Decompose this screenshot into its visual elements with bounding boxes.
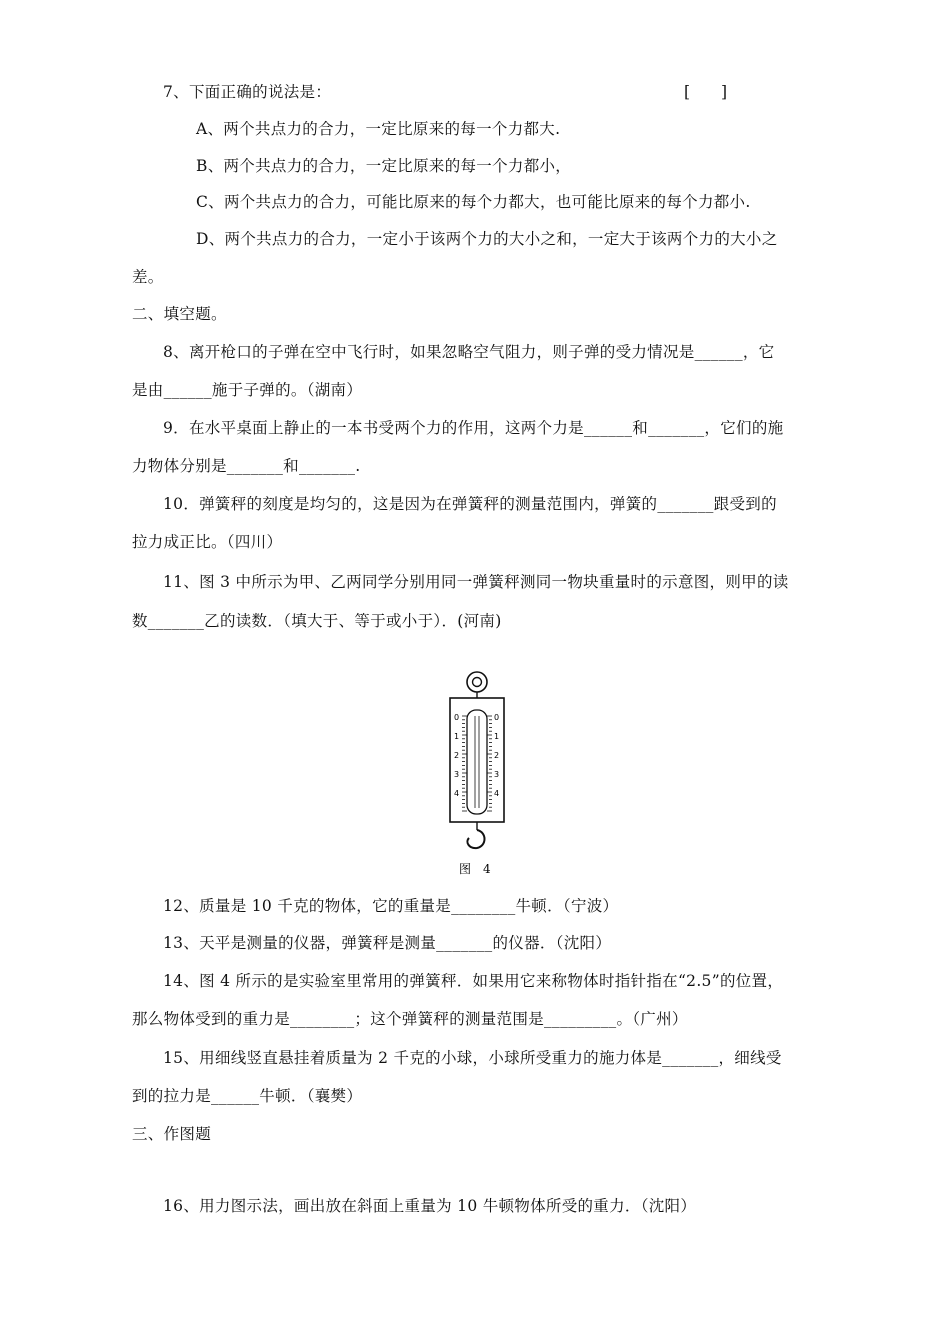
scale-label-right: 3: [494, 770, 500, 779]
q7-option-c: C、两个共点力的合力，可能比原来的每个力都大，也可能比原来的每个力都小.: [196, 193, 751, 211]
scale-label-left: 3: [454, 770, 460, 779]
figure-caption: 图 4: [459, 862, 491, 876]
q7-option-a: A、两个共点力的合力，一定比原来的每一个力都大.: [196, 120, 561, 138]
q14-line1: 14、图 4 所示的是实验室里常用的弹簧秤．如果用它来称物体时指针指在“2.5”的位置，: [163, 972, 784, 990]
scale-label-right: 4: [494, 789, 500, 798]
scale-label-right: 1: [494, 732, 500, 741]
scale-label-left: 1: [454, 732, 460, 741]
q13-line1: 13、天平是测量的仪器，弹簧秤是测量_______的仪器．（沈阳）: [163, 934, 612, 952]
q11-line2: 数_______乙的读数．（填大于、等于或小于）．(河南): [132, 612, 502, 630]
q7-option-d-line2: 差。: [132, 268, 164, 286]
scale-label-right: 2: [494, 751, 500, 760]
q7-option-d-line1: D、两个共点力的合力，一定小于该两个力的大小之和，一定大于该两个力的大小之: [196, 230, 778, 248]
q10-line2: 拉力成正比。（四川）: [132, 533, 283, 551]
q14-line2: 那么物体受到的重力是________；这个弹簧秤的测量范围是_________。（广州）: [132, 1010, 688, 1028]
spring-tube: [467, 710, 487, 814]
answer-bracket: [ ]: [684, 83, 728, 101]
section-3-title: 三、作图题: [132, 1125, 212, 1143]
spring-scale-figure: [445, 670, 515, 880]
q8-line1: 8、离开枪口的子弹在空中飞行时，如果忽略空气阻力，则子弹的受力情况是______，它: [163, 343, 775, 361]
q12-line1: 12、质量是 10 千克的物体，它的重量是________牛顿．（宁波）: [163, 897, 619, 915]
q10-line1: 10．弹簧秤的刻度是均匀的，这是因为在弹簧秤的测量范围内，弹簧的_______跟受到的: [163, 495, 777, 513]
q8-line2: 是由______施于子弹的。（湖南）: [132, 381, 363, 399]
scale-label-right: 0: [494, 713, 500, 722]
q9-line2: 力物体分别是_______和_______.: [132, 457, 361, 475]
scale-label-left: 0: [454, 713, 460, 722]
q15-line2: 到的拉力是______牛顿．（襄樊）: [132, 1087, 363, 1105]
q9-line1: 9．在水平桌面上静止的一本书受两个力的作用，这两个力是______和_______，它们的施: [163, 419, 784, 437]
hanging-ring-icon: [467, 672, 487, 692]
q15-line1: 15、用细线竖直悬挂着质量为 2 千克的小球，小球所受重力的施力体是_______，细线受: [163, 1049, 782, 1067]
q11-line1: 11、图 3 中所示为甲、乙两同学分别用同一弹簧秤测同一物块重量时的示意图，则甲的读: [163, 573, 789, 591]
scale-label-left: 2: [454, 751, 460, 760]
scale-label-left: 4: [454, 789, 460, 798]
section-2-title: 二、填空题。: [132, 305, 227, 323]
hook-icon: [467, 830, 484, 848]
q7-option-b: B、两个共点力的合力，一定比原来的每一个力都小，: [196, 157, 572, 175]
q7-stem: 7、下面正确的说法是：: [163, 83, 332, 101]
q16-line1: 16、用力图示法，画出放在斜面上重量为 10 牛顿物体所受的重力．（沈阳）: [163, 1197, 697, 1215]
